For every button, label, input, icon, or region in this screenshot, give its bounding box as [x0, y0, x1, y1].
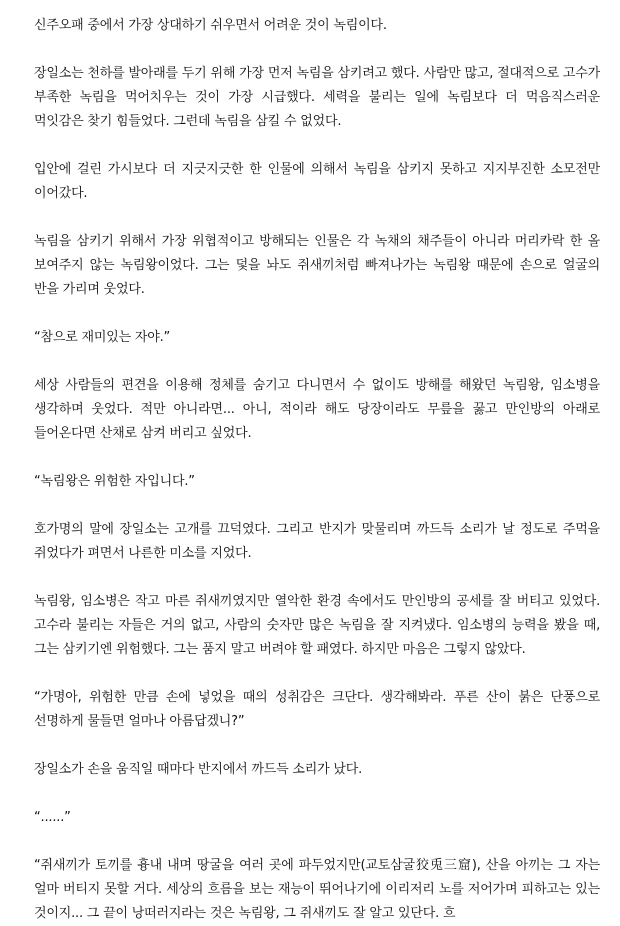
paragraph-5-dialogue: “참으로 재미있는 자야.” [34, 330, 171, 345]
paragraph-3: 입안에 걸린 가시보다 더 지긋지긋한 한 인물에 의해서 녹림을 삼키지 못하고 지지부진한 소모전만 이어갔다. [34, 162, 600, 201]
paragraph-8: 호가명의 말에 장일소는 고개를 끄덕였다. 그리고 반지가 맞물리며 까드득 소리가 날 정도로 주먹을 쥐었다가 펴면서 나른한 미소를 지었다. [34, 522, 600, 561]
paragraph-13-dialogue: “쥐새끼가 토끼를 흉내 내며 땅굴을 여러 곳에 파두었지만(교토삼굴狡兎三窟), 산을 아끼는 그 자는 얼마 버티지 못할 거다. 세상의 흐름을 보는 재능이 뛰어나기에 이리저리 노를 저어가며 피하고는 있는 것이지... 그 끝이 낭떠러지라는 것은 녹림왕, 그 쥐새끼도 잘 알고 있단다. 흐 [34, 858, 600, 921]
paragraph-4: 녹림을 삼키기 위해서 가장 위협적이고 방해되는 인물은 각 녹채의 채주들이 아니라 머리카락 한 올 보여주지 않는 녹림왕이었다. 그는 덫을 놔도 쥐새끼처럼 빠져나가는 녹림왕 때문에 손으로 얼굴의 반을 가리며 웃었다. [34, 234, 600, 297]
paragraph-1: 신주오패 중에서 가장 상대하기 쉬우면서 어려운 것이 녹림이다. [34, 18, 387, 33]
paragraph-10-dialogue: “가명아, 위험한 만큼 손에 넣었을 때의 성취감은 크단다. 생각해봐라. 푸른 산이 붉은 단풍으로 선명하게 물들면 얼마나 아름답겠니?” [34, 690, 600, 729]
paragraph-9: 녹림왕, 임소병은 작고 마른 쥐새끼였지만 열악한 환경 속에서도 만인방의 공세를 잘 버티고 있었다. 고수라 불리는 자들은 거의 없고, 사람의 숫자만 많은 녹림을 잘 지켜냈다. 임소병의 능력을 봤을 때, 그는 삼키기엔 위험했다. 그는 품지 말고 버려야 할 패였다. 하지만 마음은 그렇지 않았다. [34, 594, 600, 657]
paragraph-12-dialogue: “......” [34, 810, 71, 825]
paragraph-11: 장일소가 손을 움직일 때마다 반지에서 까드득 소리가 났다. [34, 762, 363, 777]
paragraph-6: 세상 사람들의 편견을 이용해 정체를 숨기고 다니면서 수 없이도 방해를 해왔던 녹림왕, 임소병을 생각하며 웃었다. 적만 아니라면... 아니, 적이라 해도 당장이라도 무릎을 꿇고 만인방의 아래로 들어온다면 산채로 삼켜 버리고 싶었다. [34, 378, 600, 441]
paragraph-2: 장일소는 천하를 발아래를 두기 위해 가장 먼저 녹림을 삼키려고 했다. 사람만 많고, 절대적으로 고수가 부족한 녹림을 먹어치우는 것이 가장 시급했다. 세력을 불리는 일에 녹림보다 더 먹음직스러운 먹잇감은 찾기 힘들었다. 그런데 녹림을 삼킬 수 없었다. [34, 66, 600, 129]
paragraph-7-dialogue: “녹림왕은 위험한 자입니다.” [34, 474, 195, 489]
